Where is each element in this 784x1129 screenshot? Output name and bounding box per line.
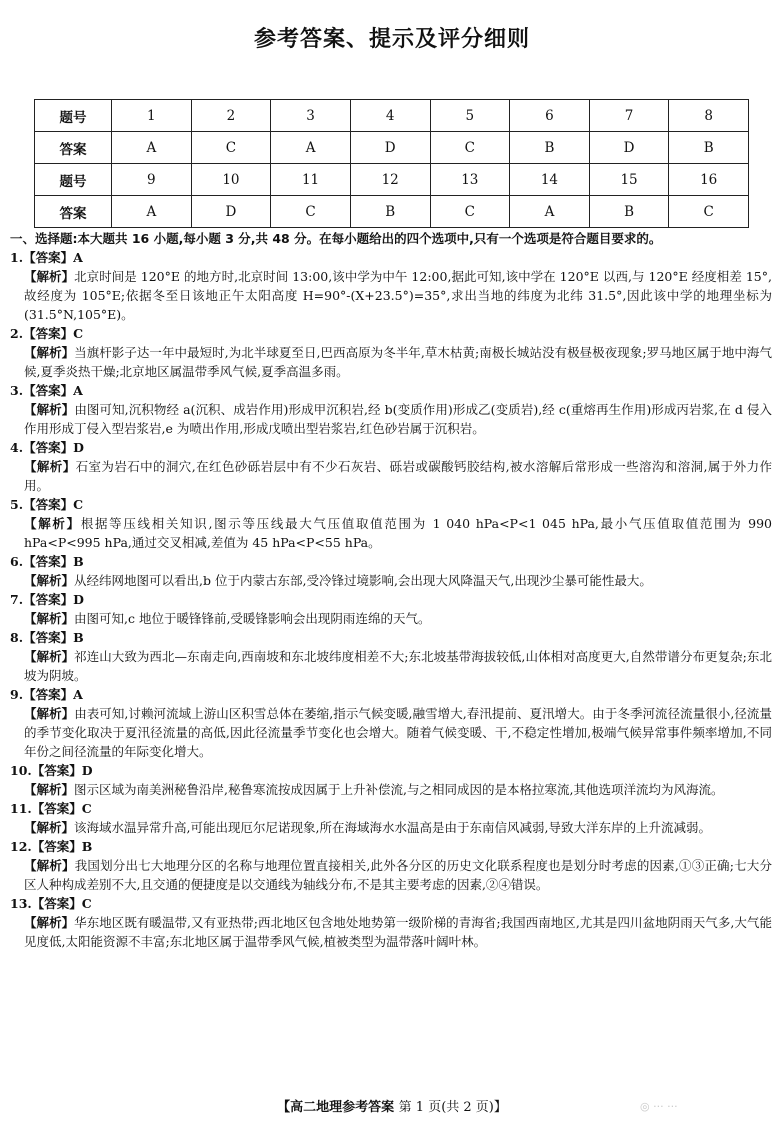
question-answer-line bbox=[10, 799, 772, 818]
question-answer-line bbox=[10, 894, 772, 913]
explanation bbox=[10, 913, 772, 951]
explanation bbox=[10, 400, 772, 438]
row-header: 题号 bbox=[35, 164, 112, 196]
answer-table-cell: B bbox=[669, 132, 749, 164]
answer-table-cell: 5 bbox=[430, 100, 510, 132]
question-answer-line bbox=[10, 761, 772, 780]
explanation-text: 北京时间是 120°E 的地方时,北京时间 13:00,该中学为中午 12:00,据此可知,该中学在 120°E 以西,与 120°E 经度相差 15°,故经度为 105°E;依据冬至日该地正午太阳高度 H=90°-(X+23.5°)=35°,求出当地的纬度为北纬 31.5°,因此该中学的地理坐标为(31.5°N,105°E)。 bbox=[24, 269, 772, 322]
answer-table bbox=[34, 99, 749, 228]
question-item bbox=[10, 248, 772, 324]
answer-table-cell: 9 bbox=[112, 164, 192, 196]
explanation-label: 【解析】 bbox=[24, 269, 75, 284]
explanation-label: 【解析】 bbox=[24, 782, 75, 797]
answer-table-cell: A bbox=[112, 132, 192, 164]
explanation-text: 当旗杆影子达一年中最短时,为北半球夏至日,巴西高原为冬半年,草木枯黄;南极长城站没有极昼极夜现象;罗马地区属于地中海气候,夏季炎热干燥;北京地区属温带季风气候,夏季高温多雨。 bbox=[24, 345, 772, 379]
explanation-label: 【解析】 bbox=[24, 516, 81, 531]
answer-label: 【答案】 bbox=[31, 896, 82, 911]
explanation bbox=[10, 647, 772, 685]
question-item bbox=[10, 381, 772, 438]
answer-explanations bbox=[10, 229, 772, 951]
answer-table-cell: 1 bbox=[112, 100, 192, 132]
answer-table-cell: 8 bbox=[669, 100, 749, 132]
explanation bbox=[10, 704, 772, 761]
answer-table-cell: 3 bbox=[271, 100, 351, 132]
answer-table-cell: 14 bbox=[510, 164, 590, 196]
row-header: 题号 bbox=[35, 100, 112, 132]
answer-table-cell: C bbox=[430, 196, 510, 228]
explanation-text: 我国划分出七大地理分区的名称与地理位置直接相关,此外各分区的历史文化联系程度也是划分时考虑的因素,①③正确;七大分区人种构成差别不大,且交通的便捷度是以交通线为轴线分布,不是其主要考虑的因素,②④错误。 bbox=[24, 858, 772, 892]
question-answer-line bbox=[10, 590, 772, 609]
explanation bbox=[10, 457, 772, 495]
answer-table-cell: 2 bbox=[191, 100, 271, 132]
answer-table-cell: C bbox=[191, 132, 271, 164]
answer-table-row bbox=[35, 164, 749, 196]
explanation-label: 【解析】 bbox=[24, 858, 75, 873]
answer-table-cell: A bbox=[271, 132, 351, 164]
answer-label: 【答案】 bbox=[23, 554, 74, 569]
explanation bbox=[10, 343, 772, 381]
answer-table-row bbox=[35, 196, 749, 228]
question-number: 12. bbox=[10, 839, 32, 854]
answer-table-cell: 7 bbox=[589, 100, 669, 132]
answer-value: B bbox=[81, 839, 93, 854]
answer-label: 【答案】 bbox=[23, 440, 74, 455]
answer-label: 【答案】 bbox=[31, 763, 82, 778]
answer-value: C bbox=[81, 896, 92, 911]
answer-value: C bbox=[73, 326, 84, 341]
explanation-label: 【解析】 bbox=[24, 573, 75, 588]
answer-label: 【答案】 bbox=[23, 687, 74, 702]
answer-table-cell: C bbox=[271, 196, 351, 228]
answer-table-cell: 11 bbox=[271, 164, 351, 196]
answer-value: B bbox=[73, 554, 84, 569]
explanation-text: 该海域水温异常升高,可能出现厄尔尼诺现象,所在海域海水水温高是由于东南信风减弱,导致大洋东岸的上升流减弱。 bbox=[74, 820, 711, 835]
explanation-text: 图示区域为南美洲秘鲁沿岸,秘鲁寒流按成因属于上升补偿流,与之相同成因的是本格拉寒流,其他选项洋流均为风海流。 bbox=[74, 782, 724, 797]
row-header: 答案 bbox=[35, 196, 112, 228]
explanation-text: 从经纬网地图可以看出,b 位于内蒙古东部,受冷锋过境影响,会出现大风降温天气,出现沙尘暴可能性最大。 bbox=[74, 573, 652, 588]
question-answer-line bbox=[10, 837, 772, 856]
answer-table-cell: C bbox=[669, 196, 749, 228]
answer-table-cell: D bbox=[589, 132, 669, 164]
explanation-text: 由图可知,沉积物经 a(沉积、成岩作用)形成甲沉积岩,经 b(变质作用)形成乙(变质岩),经 c(重熔再生作用)形成丙岩浆,在 d 侵入作用形成丁侵入型岩浆岩,e 为喷出作用,形成戊喷出型岩浆岩,红色砂岩属于沉积岩。 bbox=[24, 402, 772, 436]
question-answer-line bbox=[10, 495, 772, 514]
answer-value: A bbox=[73, 250, 83, 265]
answer-value: A bbox=[73, 383, 83, 398]
question-item bbox=[10, 685, 772, 761]
answer-value: B bbox=[73, 630, 84, 645]
explanation-label: 【解析】 bbox=[24, 820, 75, 835]
question-answer-line bbox=[10, 438, 772, 457]
answer-value: D bbox=[73, 592, 84, 607]
question-number: 13. bbox=[10, 896, 32, 911]
question-list bbox=[10, 248, 772, 951]
question-item bbox=[10, 324, 772, 381]
answer-table-cell: D bbox=[191, 196, 271, 228]
question-item bbox=[10, 590, 772, 628]
answer-value: C bbox=[73, 497, 84, 512]
answer-table-row bbox=[35, 132, 749, 164]
question-answer-line bbox=[10, 381, 772, 400]
question-number: 5. bbox=[10, 497, 24, 512]
explanation-text: 石室为岩石中的洞穴,在红色砂砾岩层中有不少石灰岩、砾岩或碳酸钙胶结构,被水溶解后常形成一些溶沟和溶洞,属于外力作用。 bbox=[24, 459, 772, 493]
explanation-text: 华东地区既有暖温带,又有亚热带;西北地区包含地处地势第一级阶梯的青海省;我国西南地区,尤其是四川盆地阴雨天气多,大气能见度低,太阳能资源不丰富;东北地区属于温带季风气候,植被类型为温带落叶阔叶林。 bbox=[24, 915, 772, 949]
explanation-text: 祁连山大致为西北—东南走向,西南坡和东北坡纬度相差不大;东北坡基带海拔较低,山体相对高度更大,自然带谱分布更复杂;东北坡为阴坡。 bbox=[24, 649, 772, 683]
answer-value: A bbox=[73, 687, 83, 702]
answer-label: 【答案】 bbox=[23, 326, 74, 341]
answer-value: C bbox=[81, 801, 92, 816]
question-number: 3. bbox=[10, 383, 24, 398]
explanation-label: 【解析】 bbox=[24, 611, 75, 626]
answer-table-cell: 10 bbox=[191, 164, 271, 196]
answer-table-cell: B bbox=[350, 196, 430, 228]
question-item bbox=[10, 761, 772, 799]
answer-table-cell: 15 bbox=[589, 164, 669, 196]
answer-table-cell: 6 bbox=[510, 100, 590, 132]
question-item bbox=[10, 837, 772, 894]
question-number: 8. bbox=[10, 630, 24, 645]
explanation bbox=[10, 609, 772, 628]
question-number: 6. bbox=[10, 554, 24, 569]
answer-table-cell: B bbox=[510, 132, 590, 164]
question-answer-line bbox=[10, 248, 772, 267]
answer-value: D bbox=[81, 763, 93, 778]
answer-table-cell: D bbox=[350, 132, 430, 164]
question-number: 1. bbox=[10, 250, 24, 265]
explanation bbox=[10, 780, 772, 799]
answer-table-cell: 4 bbox=[350, 100, 430, 132]
explanation-label: 【解析】 bbox=[24, 706, 75, 721]
question-answer-line bbox=[10, 685, 772, 704]
footer-page: 第 1 页(共 2 页)】 bbox=[398, 1100, 507, 1115]
answer-table-cell: A bbox=[112, 196, 192, 228]
answer-label: 【答案】 bbox=[23, 592, 74, 607]
question-item bbox=[10, 799, 772, 837]
answer-label: 【答案】 bbox=[23, 250, 74, 265]
question-number: 9. bbox=[10, 687, 24, 702]
explanation-label: 【解析】 bbox=[24, 402, 75, 417]
answer-label: 【答案】 bbox=[31, 801, 82, 816]
explanation bbox=[10, 267, 772, 324]
question-number: 7. bbox=[10, 592, 24, 607]
answer-table-cell: B bbox=[589, 196, 669, 228]
explanation-text: 由表可知,讨赖河流域上游山区积雪总体在萎缩,指示气候变暖,融雪增大,春汛提前、夏汛增大。由于冬季河流径流量很小,径流量的季节变化取决于夏汛径流量的高低,因此径流量季节变化也会增大。随着气候变暖、干,不稳定性增加,极端气候异常事件频率增加,不同年份之间径流量的年际变化增大。 bbox=[24, 706, 772, 759]
explanation-label: 【解析】 bbox=[24, 345, 75, 360]
explanation-label: 【解析】 bbox=[24, 649, 75, 664]
answer-label: 【答案】 bbox=[31, 839, 82, 854]
question-number: 4. bbox=[10, 440, 24, 455]
explanation-label: 【解析】 bbox=[24, 915, 75, 930]
explanation bbox=[10, 856, 772, 894]
answer-label: 【答案】 bbox=[23, 497, 74, 512]
answer-table-cell: C bbox=[430, 132, 510, 164]
question-number: 2. bbox=[10, 326, 24, 341]
question-item bbox=[10, 628, 772, 685]
section-title: 一、选择题:本大题共 16 小题,每小题 3 分,共 48 分。在每小题给出的四个选项中,只有一个选项是符合题目要求的。 bbox=[10, 231, 662, 246]
answer-label: 【答案】 bbox=[23, 383, 74, 398]
page-title: 参考答案、提示及评分细则 bbox=[253, 27, 530, 52]
watermark-logo: ◎ ··· ··· bbox=[640, 1100, 678, 1113]
row-header: 答案 bbox=[35, 132, 112, 164]
question-answer-line bbox=[10, 552, 772, 571]
question-item bbox=[10, 495, 772, 552]
answer-table-cell: 12 bbox=[350, 164, 430, 196]
question-item bbox=[10, 438, 772, 495]
question-item bbox=[10, 894, 772, 951]
answer-table-cell: 13 bbox=[430, 164, 510, 196]
question-answer-line bbox=[10, 628, 772, 647]
footer-course: 【高二地理参考答案 bbox=[277, 1100, 395, 1115]
explanation-text: 由图可知,c 地位于暖锋锋前,受暖锋影响会出现阴雨连绵的天气。 bbox=[74, 611, 431, 626]
answer-value: D bbox=[73, 440, 84, 455]
answer-label: 【答案】 bbox=[23, 630, 74, 645]
explanation bbox=[10, 514, 772, 552]
question-answer-line bbox=[10, 324, 772, 343]
explanation bbox=[10, 818, 772, 837]
answer-table-cell: 16 bbox=[669, 164, 749, 196]
question-item bbox=[10, 552, 772, 590]
question-number: 10. bbox=[10, 763, 32, 778]
answer-table-cell: A bbox=[510, 196, 590, 228]
explanation bbox=[10, 571, 772, 590]
explanation-label: 【解析】 bbox=[24, 459, 76, 474]
answer-table-row bbox=[35, 100, 749, 132]
question-number: 11. bbox=[10, 801, 32, 816]
explanation-text: 根据等压线相关知识,图示等压线最大气压值取值范围为 1 040 hPa<P<1 045 hPa,最小气压值取值范围为 990 hPa<P<995 hPa,通过交叉相减,差值为 45 hPa<P<55 hPa。 bbox=[24, 516, 772, 550]
